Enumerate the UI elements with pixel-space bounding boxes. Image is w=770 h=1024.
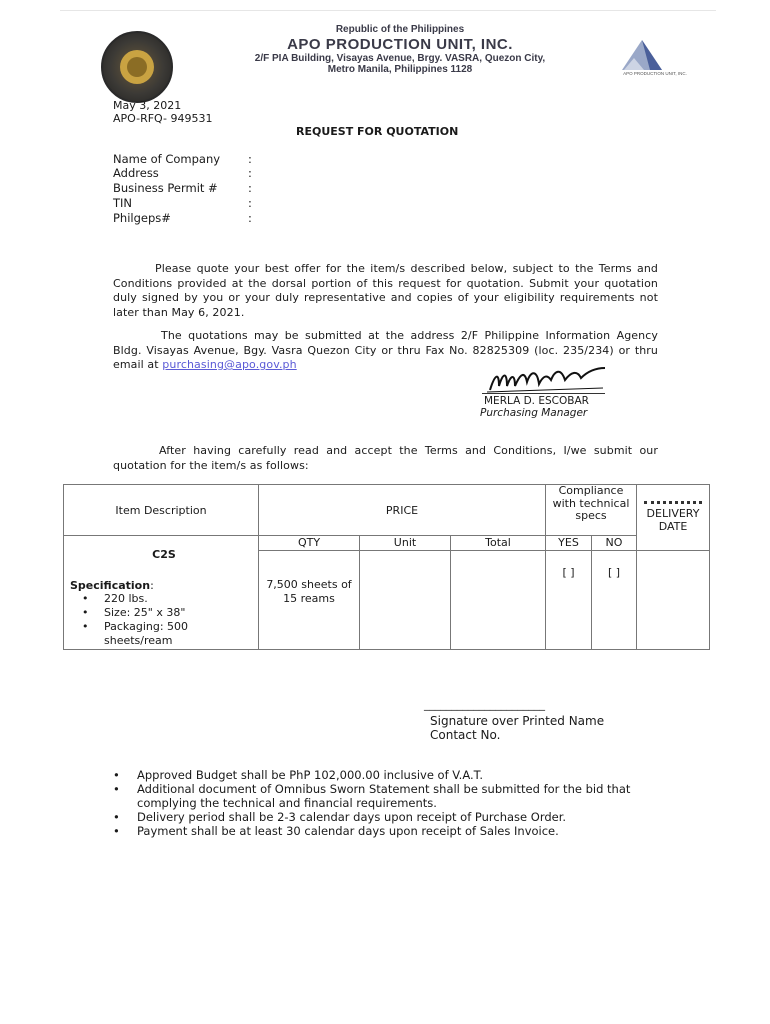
header-item-description: Item Description bbox=[64, 485, 259, 536]
field-label-address: Address bbox=[113, 166, 159, 180]
table-subheader-row bbox=[64, 536, 710, 551]
list-item bbox=[113, 782, 673, 810]
submission-text: The quotations may be submitted at the address 2/F Philippine Information Agency Bldg. Visayas Avenue, Bgy. Vasra Quezon City or thru Fax No. 82825309 (loc. 235/234) or thru email at bbox=[113, 329, 658, 371]
doc-reference: APO-RFQ- 949531 bbox=[113, 112, 213, 125]
signature-label: Signature over Printed Name bbox=[430, 714, 605, 728]
spec-colon: : bbox=[150, 579, 154, 592]
no-checkbox[interactable]: [ ] bbox=[592, 550, 637, 649]
top-divider bbox=[60, 10, 716, 11]
list-item bbox=[113, 768, 673, 782]
list-item bbox=[113, 824, 673, 838]
field-colon: : bbox=[248, 152, 252, 166]
org-address-line-2: Metro Manila, Philippines 1128 bbox=[327, 64, 473, 75]
doc-date: May 3, 2021 bbox=[113, 99, 182, 112]
signatory-name: MERLA D. ESCOBAR bbox=[484, 395, 589, 407]
spec-size: Size: 25" x 38" bbox=[104, 606, 186, 619]
field-label-tin: TIN bbox=[113, 196, 133, 210]
supplier-signature-line: ______________________ bbox=[424, 698, 545, 711]
header-delivery-label: DELIVERY DATE bbox=[646, 507, 700, 534]
note-delivery: Delivery period shall be 2-3 calendar days upon receipt of Purchase Order. bbox=[137, 810, 567, 824]
header-unit: Unit bbox=[360, 536, 451, 551]
instructions-paragraph: Please quote your best offer for the item/s described below, subject to the Terms and Conditions provided at the dorsal portion of this request for quotation. Submit your quotation duly signed by you or your duly representative and copies of your eligibility requirements not later than May 6, 2021. bbox=[113, 262, 658, 319]
field-label-business-permit: Business Permit # bbox=[113, 181, 218, 195]
header-no: NO bbox=[592, 536, 637, 551]
qty-cell: 7,500 sheets of 15 reams bbox=[259, 550, 360, 649]
spec-packaging: Packaging: 500 sheets/ream bbox=[104, 620, 189, 647]
field-colon: : bbox=[248, 166, 252, 180]
notes-list bbox=[113, 768, 673, 838]
signature-line bbox=[482, 393, 605, 394]
delivery-date-cell[interactable] bbox=[637, 550, 710, 649]
letterhead bbox=[250, 24, 550, 75]
header-qty: QTY bbox=[259, 536, 360, 551]
list-item bbox=[113, 810, 673, 824]
item-name: C2S bbox=[152, 548, 176, 561]
note-payment: Payment shall be at least 30 calendar days upon receipt of Sales Invoice. bbox=[137, 824, 559, 838]
bullet-glyph: • bbox=[113, 768, 120, 782]
field-colon: : bbox=[248, 181, 252, 195]
quotation-table bbox=[63, 484, 710, 650]
org-address-line-1: 2/F PIA Building, Visayas Avenue, Brgy. VASRA, Quezon City, bbox=[254, 53, 546, 64]
bullet-glyph: • bbox=[113, 810, 120, 824]
spec-item bbox=[70, 592, 258, 606]
spec-label: Specification bbox=[70, 579, 151, 592]
field-label-philgeps: Philgeps# bbox=[113, 211, 171, 225]
unit-cell[interactable] bbox=[360, 550, 451, 649]
bullet-glyph: • bbox=[82, 620, 89, 633]
official-seal-logo bbox=[101, 31, 173, 103]
yes-checkbox[interactable]: [ ] bbox=[546, 550, 592, 649]
table-header-row bbox=[64, 485, 710, 536]
note-omnibus: Additional document of Omnibus Sworn Statement shall be submitted for the bid that complying the technical and financial requirements. bbox=[137, 782, 631, 810]
header-price: PRICE bbox=[259, 485, 546, 536]
republic-line: Republic of the Philippines bbox=[335, 24, 465, 35]
header-delivery-date bbox=[637, 485, 710, 551]
header-yes: YES bbox=[546, 536, 592, 551]
spec-heading bbox=[70, 579, 258, 592]
bullet-glyph: • bbox=[113, 782, 120, 796]
bullet-glyph: • bbox=[82, 606, 89, 619]
org-name: APO PRODUCTION UNIT, INC. bbox=[287, 36, 513, 53]
contact-label: Contact No. bbox=[430, 728, 501, 742]
apo-triangle-logo bbox=[606, 38, 706, 83]
field-colon: : bbox=[248, 211, 252, 225]
handwritten-signature bbox=[485, 364, 610, 396]
dotted-rule bbox=[644, 501, 702, 504]
apo-logo-caption: APO PRODUCTION UNIT, INC. bbox=[623, 71, 687, 76]
signatory-title: Purchasing Manager bbox=[480, 407, 588, 419]
header-total: Total bbox=[451, 536, 546, 551]
page-title: REQUEST FOR QUOTATION bbox=[296, 125, 459, 138]
header-compliance: Compliance with technical specs bbox=[546, 485, 637, 536]
spec-weight: 220 lbs. bbox=[104, 592, 148, 605]
note-budget: Approved Budget shall be PhP 102,000.00 inclusive of V.A.T. bbox=[137, 768, 483, 782]
spec-item bbox=[70, 620, 258, 649]
bullet-glyph: • bbox=[82, 592, 89, 605]
acceptance-paragraph: After having carefully read and accept the Terms and Conditions, I/we submit our quotation for the item/s as follows: bbox=[113, 444, 658, 472]
item-description-cell bbox=[64, 536, 259, 650]
total-cell[interactable] bbox=[451, 550, 546, 649]
field-label-company: Name of Company bbox=[113, 152, 221, 166]
spec-item bbox=[70, 606, 258, 620]
field-colon: : bbox=[248, 196, 252, 210]
email-link[interactable]: purchasing@apo.gov.ph bbox=[162, 358, 297, 371]
bullet-glyph: • bbox=[113, 824, 120, 838]
